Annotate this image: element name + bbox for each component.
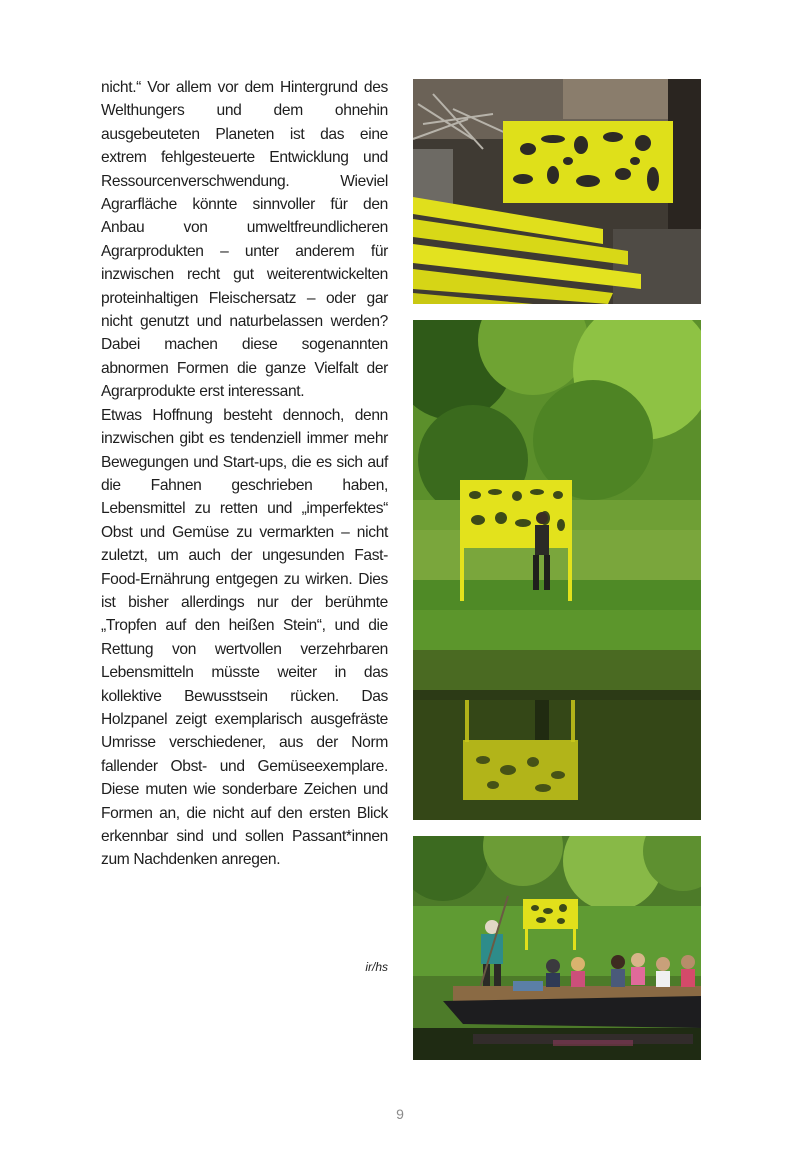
photo-park-panel-reflection bbox=[413, 320, 701, 820]
article-body bbox=[101, 76, 388, 872]
photo-boat-graphic bbox=[413, 836, 701, 1060]
article-paragraph-1: nicht.“ Vor allem vor dem Hintergrund des Welthungers und dem ohnehin ausgebeuteten Planeten ist das eine extrem fehlgesteuerte Entwicklung und Ressourcenverschwendung. Wieviel Agrarfläche könnte sinnvoller für den Anbau von umweltfreundlicheren Agrarprodukten – unter anderem für inzwischen recht gut weiterentwickelten proteinhaltigen Fleischersatz – oder gar nicht genutzt und naturbelassen werden? Dabei machen diese sogenannten abnormen Formen die ganze Vielfalt der Agrarprodukte erst interessant. bbox=[101, 79, 388, 401]
author-signature: ir/hs bbox=[365, 960, 388, 974]
photo-punt-boat-river bbox=[413, 836, 701, 1060]
photo-workshop-yellow-panel bbox=[413, 79, 701, 304]
page-number: 9 bbox=[396, 1106, 404, 1122]
photo-workshop-graphic bbox=[413, 79, 701, 304]
photo-park-graphic bbox=[413, 320, 701, 820]
article-paragraph-2: Etwas Hoffnung besteht dennoch, denn inzwischen gibt es tendenziell immer mehr Bewegungen und Start-ups, die es sich auf die Fahnen geschrieben haben, Lebensmittel zu retten und „imperfektes“ Obst und Gemüse zu vermarkten – nicht zuletzt, um auch der ungesunden Fast-Food-Ernährung entgegen zu wirken. Dies ist bisher allerdings nur der berühmte „Tropfen auf den heißen Stein“, und die Rettung von wertvollen verzehrbaren Lebensmitteln müsste weiter in das kollektive Bewusstsein rücken. Das Holzpanel zeigt exemplarisch ausgefräste Umrisse verschiedener, aus der Norm fallender Obst- und Gemüseexemplare. Diese muten wie sonderbare Zeichen und Formen an, die nicht auf den ersten Blick erkennbar sind und sollen Passant*innen zum Nachdenken anregen. bbox=[101, 406, 388, 869]
